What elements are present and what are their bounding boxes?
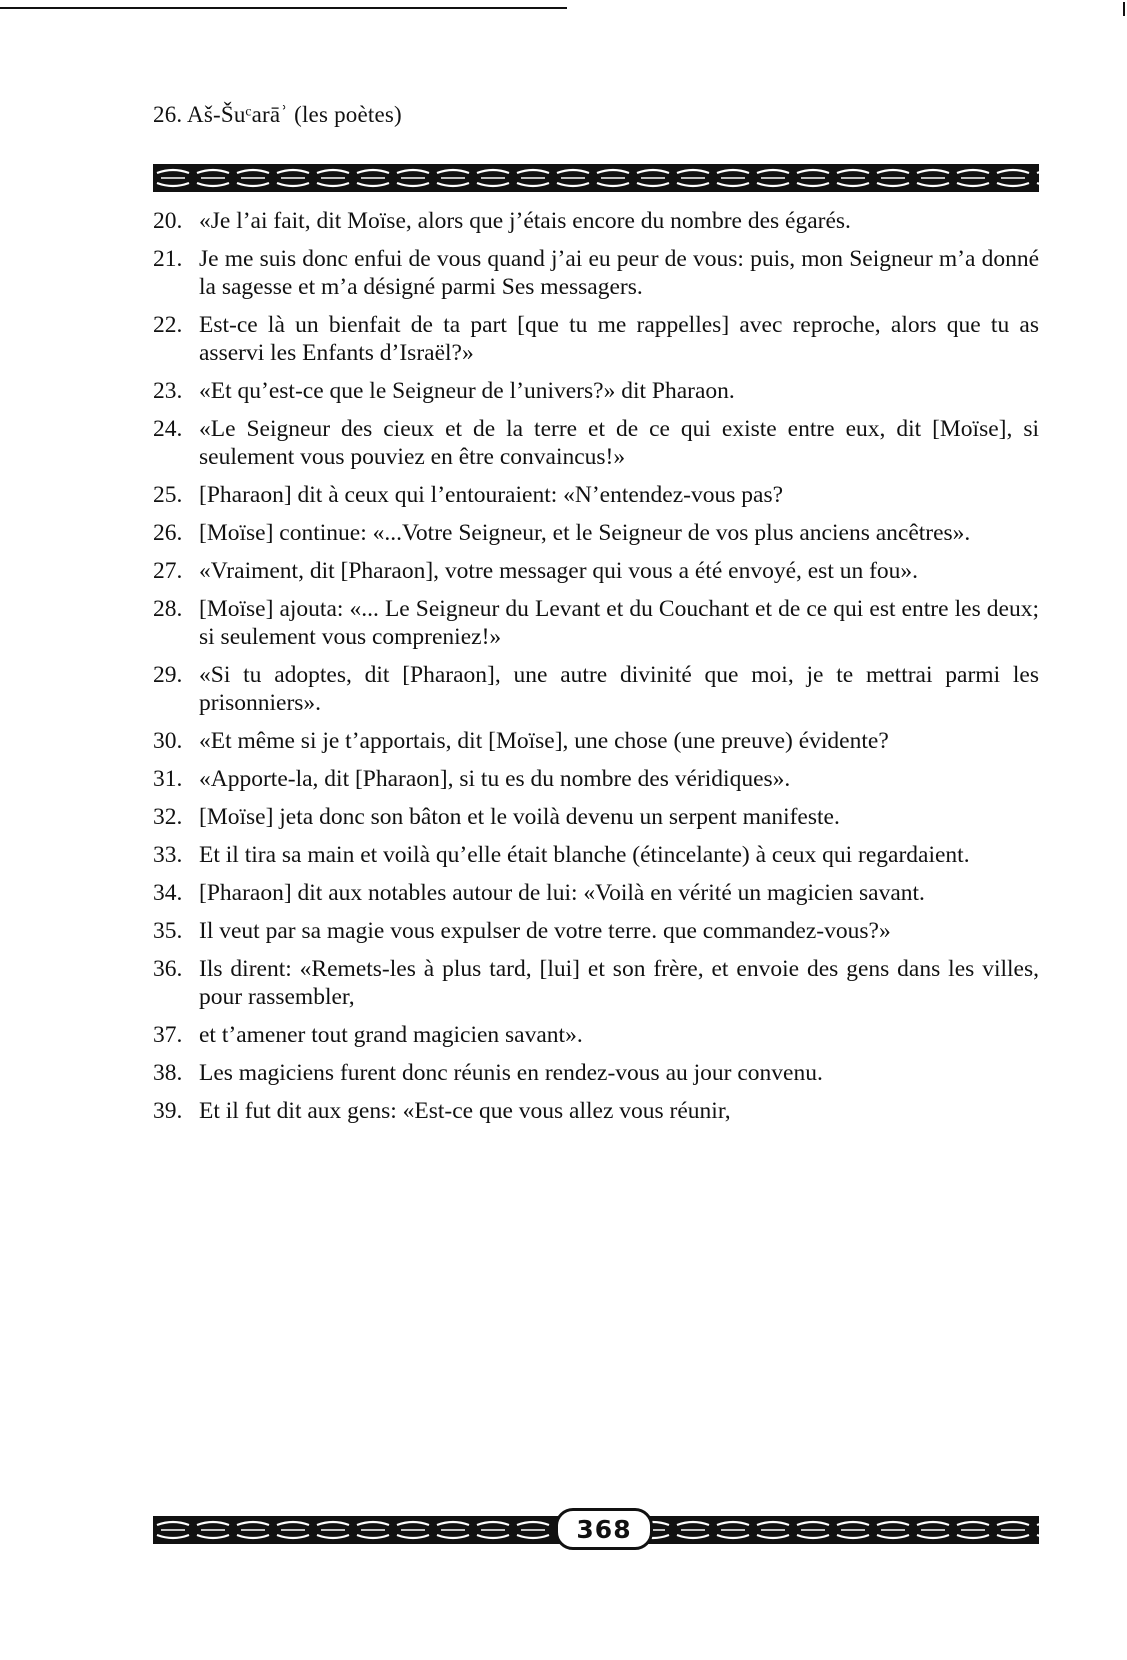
verse-text: «Je l’ai fait, dit Moïse, alors que j’étais encore du nombre des égarés. xyxy=(199,208,851,234)
verse-number: 24. xyxy=(153,416,183,442)
verse-number: 35. xyxy=(153,918,183,944)
verse-item xyxy=(153,765,1039,793)
verse-item xyxy=(153,377,1039,405)
verse-number: 33. xyxy=(153,842,183,868)
verse-number: 28. xyxy=(153,596,183,622)
verse-item xyxy=(153,841,1039,869)
verse-text: Et il tira sa main et voilà qu’elle était blanche (étincelante) à ceux qui regardaient. xyxy=(199,842,970,868)
verse-item xyxy=(153,1059,1039,1087)
top-ornament-band xyxy=(153,164,1039,192)
verse-number: 30. xyxy=(153,728,183,754)
verse-text: «Et même si je t’apportais, dit [Moïse], une chose (une preuve) évidente? xyxy=(199,728,889,754)
verse-text: «Et qu’est-ce que le Seigneur de l’univers?» dit Pharaon. xyxy=(199,378,735,404)
page-number: 368 xyxy=(555,1508,653,1550)
verse-item xyxy=(153,661,1039,717)
verse-text: «Si tu adoptes, dit [Pharaon], une autre divinité que moi, je te mettrai parmi les prisonniers». xyxy=(199,662,1039,716)
verse-text: [Pharaon] dit aux notables autour de lui: «Voilà en vérité un magicien savant. xyxy=(199,880,925,906)
verse-number: 29. xyxy=(153,662,183,688)
verse-item xyxy=(153,311,1039,367)
verse-number: 20. xyxy=(153,208,183,234)
verse-item xyxy=(153,1021,1039,1049)
verse-number: 31. xyxy=(153,766,183,792)
verse-number: 25. xyxy=(153,482,183,508)
verse-text: [Pharaon] dit à ceux qui l’entouraient: «N’entendez-vous pas? xyxy=(199,482,784,508)
verse-list xyxy=(153,207,1039,1135)
verse-number: 34. xyxy=(153,880,183,906)
verse-item xyxy=(153,879,1039,907)
top-rule xyxy=(0,7,567,9)
verse-item xyxy=(153,803,1039,831)
top-ornament-pattern xyxy=(153,164,1039,192)
chapter-header: 26. Aš-Šuᶜarāʾ (les poètes) xyxy=(153,102,402,127)
verse-item xyxy=(153,917,1039,945)
verse-item xyxy=(153,245,1039,301)
verse-text: Ils dirent: «Remets-les à plus tard, [lui] et son frère, et envoie des gens dans les villes, pour rassembler, xyxy=(199,956,1039,1010)
verse-item xyxy=(153,415,1039,471)
verse-text: [Moïse] continue: «...Votre Seigneur, et le Seigneur de vos plus anciens ancêtres». xyxy=(199,520,971,546)
verse-number: 39. xyxy=(153,1098,183,1124)
corner-mark xyxy=(1123,2,1125,16)
verse-item xyxy=(153,955,1039,1011)
verse-text: [Moïse] jeta donc son bâton et le voilà devenu un serpent manifeste. xyxy=(199,804,840,830)
verse-text: Est-ce là un bienfait de ta part [que tu me rappelles] avec reproche, alors que tu as asservi les Enfants d’Israël?» xyxy=(199,312,1039,366)
verse-text: «Apporte-la, dit [Pharaon], si tu es du nombre des véridiques». xyxy=(199,766,791,792)
verse-text: Et il fut dit aux gens: «Est-ce que vous allez vous réunir, xyxy=(199,1098,731,1124)
verse-item xyxy=(153,595,1039,651)
verse-number: 27. xyxy=(153,558,183,584)
verse-text: «Le Seigneur des cieux et de la terre et de ce qui existe entre eux, dit [Moïse], si seulement vous pouviez en être convaincus!» xyxy=(199,416,1039,470)
verse-number: 22. xyxy=(153,312,183,338)
verse-item xyxy=(153,207,1039,235)
verse-text: et t’amener tout grand magicien savant». xyxy=(199,1022,583,1048)
verse-text: Je me suis donc enfui de vous quand j’ai eu peur de vous: puis, mon Seigneur m’a donné la sagesse et m’a désigné parmi Ses messagers. xyxy=(199,246,1039,300)
verse-text: Les magiciens furent donc réunis en rendez-vous au jour convenu. xyxy=(199,1060,823,1086)
verse-number: 23. xyxy=(153,378,183,404)
verse-text: Il veut par sa magie vous expulser de votre terre. que commandez-vous?» xyxy=(199,918,891,944)
verse-number: 21. xyxy=(153,246,183,272)
verse-item xyxy=(153,1097,1039,1125)
verse-item xyxy=(153,519,1039,547)
verse-number: 26. xyxy=(153,520,183,546)
verse-number: 32. xyxy=(153,804,183,830)
verse-item xyxy=(153,727,1039,755)
verse-item xyxy=(153,557,1039,585)
verse-text: [Moïse] ajouta: «... Le Seigneur du Levant et du Couchant et de ce qui est entre les deux; si seulement vous compreniez!» xyxy=(199,596,1039,650)
verse-number: 38. xyxy=(153,1060,183,1086)
verse-item xyxy=(153,481,1039,509)
verse-number: 37. xyxy=(153,1022,183,1048)
verse-number: 36. xyxy=(153,956,183,982)
verse-text: «Vraiment, dit [Pharaon], votre messager qui vous a été envoyé, est un fou». xyxy=(199,558,919,584)
